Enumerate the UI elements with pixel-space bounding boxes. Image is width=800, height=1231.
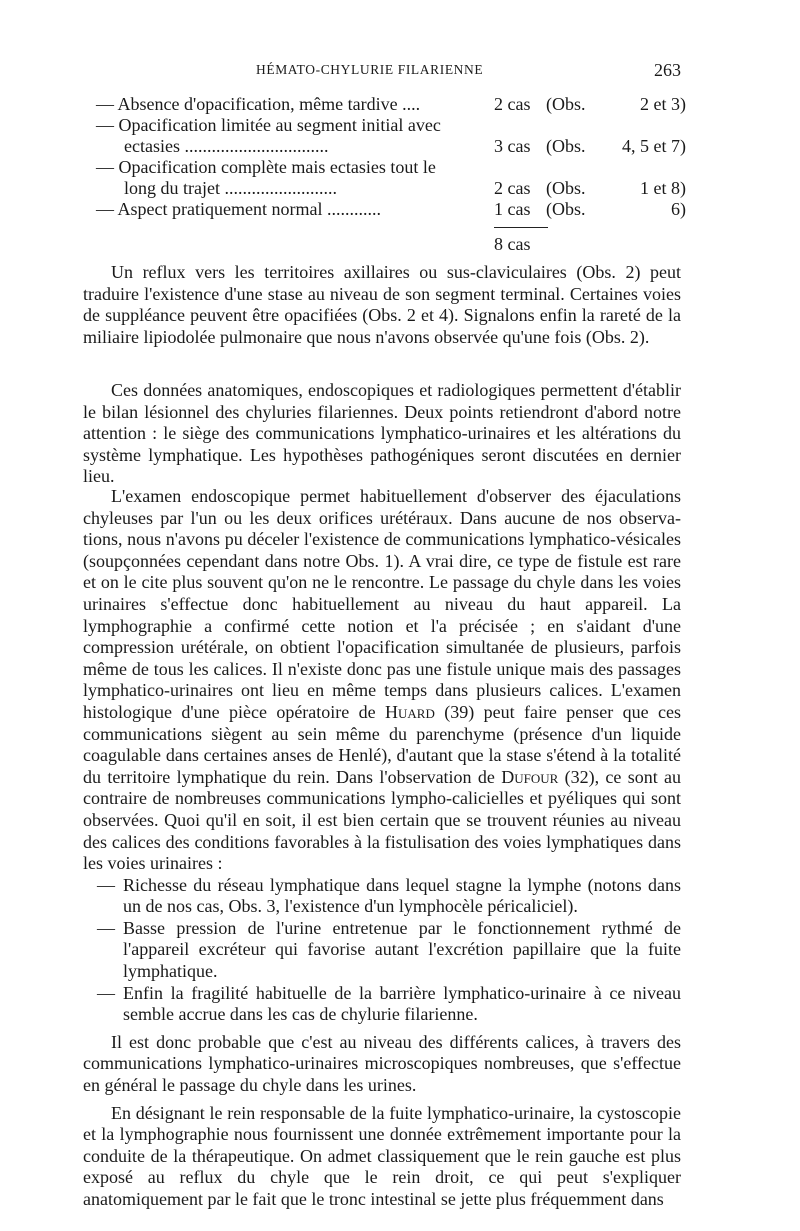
bullet-dash: — — [97, 874, 115, 895]
paragraph-examen-endoscopique — [83, 486, 681, 875]
observation-reference — [546, 199, 686, 220]
total-rule — [494, 227, 548, 228]
list-item — [83, 875, 681, 918]
paragraph-reflux — [83, 262, 681, 348]
observation-ref-close: 2 et 3) — [640, 94, 686, 114]
observation-ref-open: (Obs. — [546, 136, 586, 156]
observation-ref-close: 6) — [671, 199, 686, 219]
observation-label-line: long du trajet ......................... — [124, 178, 337, 198]
paragraph-text: (32), ce sont au contraire de nombreuses communications lympho-calicielles et pyéliques qui sont observées. Quoi qu'il en soit, il est bien certain que se trouvent réunies au niveau des calices des conditions favorables à la fistulisation des voies lymphatiques dans les voies urinaires : — [83, 766, 682, 874]
paragraph-text: Ces données anatomiques, endoscopiques et radiologiques permettent d'établir le bilan lésionnel des chyluries filariennes. Deux points retiendront d'abord notre attention : le siège des communications lymphatico-urinaires et les altérations du système lymphatique. Les hypothèses pathogéniques seront discutées en dernier lieu. — [83, 380, 681, 487]
observation-ref-close: 4, 5 et 7) — [622, 136, 686, 156]
observation-label-line: ectasies ................................ — [124, 136, 329, 156]
paragraph-text: (39) peut faire penser que ces communications siègent au sein même du parenchyme (présence d'un liquide coagulable dans certaines anses de Henlé), d'autant que la stase s'étend à la totalité du territoire lymphatique du rein. Dans l'observation de — [83, 701, 681, 787]
observation-label — [96, 115, 494, 157]
observations-table — [96, 94, 686, 220]
observation-label-line: — Opacification complète mais ectasies tout le — [96, 157, 436, 177]
observation-reference — [546, 94, 686, 115]
page-number: 263 — [654, 60, 681, 80]
list-item — [83, 918, 681, 983]
list-item-text: Enfin la fragilité habituelle de la barrière lymphatico-urinaire à ce niveau semble accrue dans les cas de chylurie filarienne. — [123, 982, 681, 1025]
paragraph-text: En désignant le rein responsable de la fuite lymphatico-urinaire, la cystoscopie et la lymphographie nous fournissent une donnée extrêmement importante pour la conduite de la thérapeutique. On admet classiquement que le rein gauche est plus exposé au reflux du chyle que le rein droit, ce qui peut s'expliquer anatomiquement par le fait que le tronc intestinal se jette plus fréquemment dans — [83, 1102, 681, 1209]
observation-reference — [546, 178, 686, 199]
observation-count: 3 cas — [494, 136, 531, 156]
conditions-list — [83, 875, 681, 1026]
paragraph-text: Un reflux vers les territoires axillaires ou sus-claviculaires (Obs. 2) peut traduire l'existence d'une stase au niveau de son segment terminal. Certaines voies de suppléance peuvent être opacifiées (Obs. 2 et 4). Signalons enfin la rareté de la miliaire lipiodolée pulmonaire que nous n'avons observée qu'une fois (Obs. 2). — [83, 262, 681, 347]
paragraph-text: L'examen endoscopique permet habituellement d'observer des éjaculations chyleuses par l'un ou les deux orifices urétéraux. Dans aucune de nos observations, nous n'avons pu déceler l'existence de communications lymphatico-vésicales (soupçonnées cependant dans notre Obs. 1). A vrai dire, ce type de fistule est rare et on le cite plus souvent qu'on ne le rencontre. Le passage du chyle dans les voies urinaires s'effectue donc habituellement au niveau du haut appareil. La lymphographie a confirmé cette notion et l'a précisée ; en s'aidant d'une compression urétérale, on obtient l'opacification simultanée de plusieurs, parfois même de tous les calices. Il n'existe donc pas une fistule unique mais des passages lymphatico-urinaires ont lieu en même temps dans plusieurs calices. L'examen histologique d'une pièce opératoire de — [83, 486, 681, 722]
paragraph-bilan — [83, 380, 681, 488]
observation-label — [96, 94, 494, 115]
observation-row — [96, 115, 686, 157]
author-name: Dufour — [501, 766, 559, 787]
observation-reference — [546, 136, 686, 157]
list-item-text: Basse pression de l'urine entretenue par le fonctionnement rythmé de l'appareil excréteur qui favorise autant l'excrétion papillaire que la fuite lymphatique. — [123, 917, 681, 982]
observation-ref-open: (Obs. — [546, 178, 586, 198]
observation-label-line: — Opacification limitée au segment initial avec — [96, 115, 441, 135]
running-head — [0, 62, 800, 82]
paragraph-text: Il est donc probable que c'est au niveau des différents calices, à travers des communications lymphatico-urinaires microscopiques nombreuses, que s'effectue en général le passage du chyle dans les urines. — [83, 1031, 681, 1096]
bullet-dash: — — [97, 982, 115, 1003]
observation-count: 2 cas — [494, 178, 531, 198]
observation-label-line: — Aspect pratiquement normal ............ — [96, 199, 381, 219]
observation-label — [96, 199, 494, 220]
observation-label-line: — Absence d'opacification, même tardive .... — [96, 94, 421, 114]
observation-label — [96, 157, 494, 199]
list-item — [83, 983, 681, 1026]
observation-ref-close: 1 et 8) — [640, 178, 686, 198]
observation-count: 1 cas — [494, 199, 531, 219]
observation-count: 2 cas — [494, 94, 531, 114]
running-title: HÉMATO-CHYLURIE FILARIENNE — [256, 62, 484, 77]
observations-total: 8 cas — [494, 234, 531, 254]
section-communications — [83, 486, 681, 1211]
observation-row — [96, 199, 686, 220]
observation-ref-open: (Obs. — [546, 199, 586, 219]
bullet-dash: — — [97, 917, 115, 938]
observation-row — [96, 157, 686, 199]
observation-ref-open: (Obs. — [546, 94, 586, 114]
author-name: Huard — [385, 701, 435, 722]
list-item-text: Richesse du réseau lymphatique dans lequel stagne la lymphe (notons dans un de nos cas, Obs. 3, l'existence d'un lymphocèle péricaliciel). — [123, 874, 681, 917]
observation-row — [96, 94, 686, 115]
